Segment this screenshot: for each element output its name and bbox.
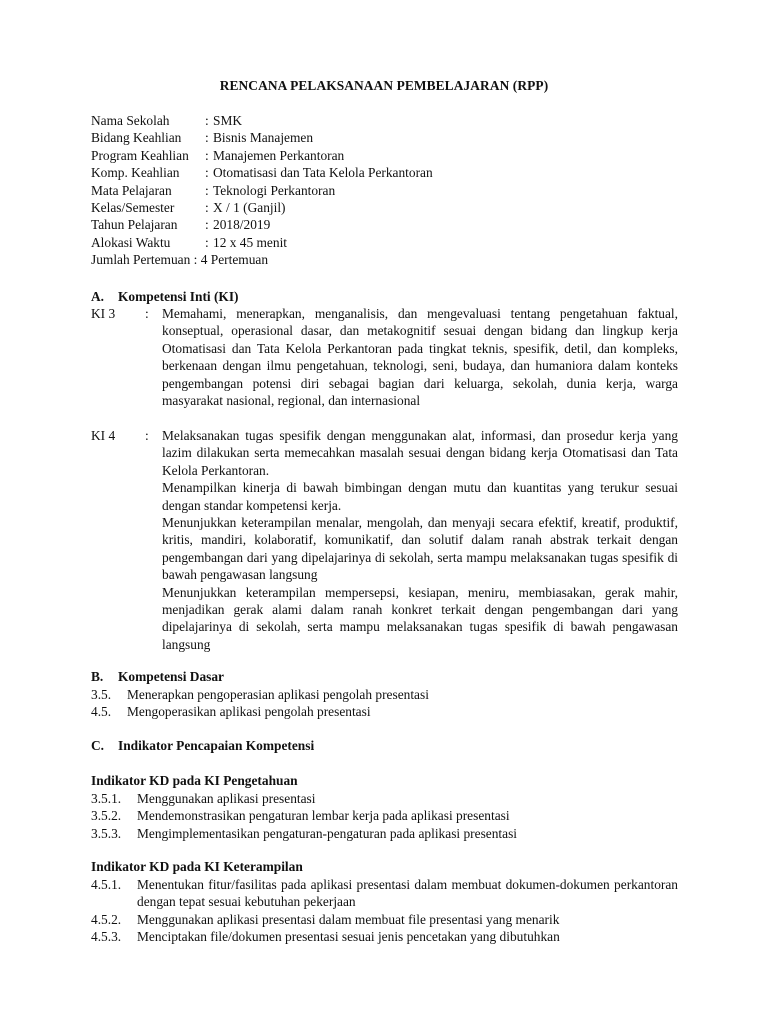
item-text: Menggunakan aplikasi presentasi [137, 791, 316, 806]
item-text: Menggunakan aplikasi presentasi dalam membuat file presentasi yang menarik [137, 911, 560, 927]
item-number: 3.5.1. [91, 791, 122, 806]
identity-value: X / 1 (Ganjil) [213, 199, 286, 215]
ki-code: KI 4 [91, 428, 116, 443]
section-letter: C. [91, 738, 105, 753]
ki3-block [91, 305, 678, 409]
identity-row [91, 251, 691, 268]
identity-colon: : [205, 234, 209, 250]
item-text: Mengoperasikan aplikasi pengolah presentasi [127, 704, 371, 720]
identity-value: 2018/2019 [213, 217, 271, 233]
section-letter: A. [91, 289, 105, 304]
identity-row [91, 129, 691, 146]
identity-colon: : [205, 113, 209, 128]
list-item [91, 807, 678, 824]
item-text: Mengimplementasikan pengaturan-pengaturan pada aplikasi presentasi [137, 825, 518, 841]
ki-colon: : [145, 428, 149, 443]
identity-colon: : [205, 199, 209, 215]
identity-label: Kelas/Semester [91, 199, 175, 215]
identity-row [91, 182, 691, 199]
identity-value: Manajemen Perkantoran [213, 147, 345, 163]
subheading-indikator-keterampilan: Indikator KD pada KI Keterampilan [91, 859, 303, 874]
item-text: Menciptakan file/dokumen presentasi sesuai jenis pencetakan yang dibutuhkan [137, 929, 560, 945]
identity-row [91, 164, 691, 181]
section-heading-kompetensi-inti [91, 288, 239, 305]
item-number: 4.5.1. [91, 877, 122, 892]
identity-colon: : [205, 217, 209, 233]
kompetensi-dasar-list [91, 686, 678, 721]
item-number: 3.5. [91, 687, 112, 702]
identity-row [91, 199, 691, 216]
document-title: RENCANA PELAKSANAAN PEMBELAJARAN (RPP) [219, 78, 549, 93]
list-item [91, 686, 678, 703]
item-text: Menentukan fitur/fasilitas pada aplikasi presentasi dalam membuat dokumen-dokumen perkantoran dengan tepat sesuai kebutuhan pekerjaan [137, 877, 678, 910]
identity-label: Mata Pelajaran [91, 182, 172, 198]
ki3-text: Memahami, menerapkan, menganalisis, dan mengevaluasi tentang pengetahuan faktual, konseptual, operasional dasar, dan metakognitif sesuai dengan bidang dan lingkup kerja Otomatisasi dan Tata Kelola Perkantoran pada tingkat teknis, spesifik, detil, dan kompleks, berkenaan dengan ilmu pengetahuan, teknologi, seni, budaya, dan humaniora dalam konteks pengembangan potensi diri sebagai bagian dari keluarga, sekolah, dunia kerja, warga masyarakat nasional, regional, dan internasional [162, 306, 678, 409]
identity-table [91, 112, 691, 269]
ki4-block [91, 427, 678, 653]
identity-value: Teknologi Perkantoran [213, 182, 336, 198]
section-title: Indikator Pencapaian Kompetensi [118, 738, 315, 753]
identity-row [91, 216, 691, 233]
item-number: 4.5. [91, 704, 112, 720]
item-number: 3.5.3. [91, 825, 122, 841]
ki4-paragraph: Melaksanakan tugas spesifik dengan menggunakan alat, informasi, dan prosedur kerja yang lazim dilakukan serta memecahkan masalah sesuai dengan bidang kerja Otomatisasi dan Tata Kelola Perkantoran. [162, 428, 678, 478]
identity-colon: : [205, 130, 209, 146]
section-heading-kompetensi-dasar [91, 668, 224, 685]
ki-code: KI 3 [91, 306, 116, 321]
identity-row [91, 234, 691, 251]
identity-colon: : [193, 252, 198, 268]
identity-label: Jumlah Pertemuan [91, 252, 191, 268]
ki4-text [162, 427, 678, 653]
list-item [91, 703, 678, 720]
identity-value: 4 Pertemuan [200, 252, 269, 268]
identity-colon: : [205, 147, 209, 163]
ki4-paragraph: Menunjukkan keterampilan mempersepsi, kesiapan, meniru, membiasakan, gerak mahir, menjadikan gerak alami dalam ranah konkret terkait dengan pengembangan dari yang dipelajarinya di sekolah, serta mampu melaksanakan tugas spesifik di bawah pengawasan langsung [162, 584, 678, 652]
indikator-keterampilan-list [91, 876, 678, 946]
identity-colon: : [205, 165, 209, 181]
identity-label: Komp. Keahlian [91, 165, 180, 181]
identity-label: Program Keahlian [91, 147, 189, 163]
section-letter: B. [91, 669, 104, 684]
identity-row [91, 147, 691, 164]
ki4-paragraph: Menampilkan kinerja di bawah bimbingan dengan mutu dan kuantitas yang terukur sesuai dengan standar kompetensi kerja. [162, 480, 678, 513]
item-number: 3.5.2. [91, 808, 122, 824]
list-item [91, 825, 678, 842]
identity-value: 12 x 45 menit [213, 234, 288, 250]
identity-value: Bisnis Manajemen [213, 130, 314, 146]
item-text: Menerapkan pengoperasian aplikasi pengolah presentasi [127, 687, 429, 702]
list-item [91, 876, 678, 911]
ki-colon: : [145, 306, 149, 321]
item-text: Mendemonstrasikan pengaturan lembar kerja pada aplikasi presentasi [137, 808, 510, 824]
section-title: Kompetensi Dasar [118, 669, 225, 684]
identity-colon: : [205, 182, 209, 198]
subheading-indikator-pengetahuan: Indikator KD pada KI Pengetahuan [91, 773, 298, 788]
section-heading-indikator [91, 737, 314, 754]
item-number: 4.5.2. [91, 911, 122, 927]
list-item [91, 790, 678, 807]
identity-label: Tahun Pelajaran [91, 217, 178, 233]
identity-value: SMK [213, 113, 243, 128]
identity-label: Alokasi Waktu [91, 234, 171, 250]
list-item [91, 928, 678, 945]
identity-row [91, 112, 691, 129]
identity-label: Nama Sekolah [91, 113, 170, 128]
item-number: 4.5.3. [91, 929, 122, 945]
section-title: Kompetensi Inti (KI) [118, 289, 239, 304]
indikator-pengetahuan-list [91, 790, 678, 842]
ki4-paragraph: Menunjukkan keterampilan menalar, mengolah, dan menyaji secara efektif, kreatif, produktif, kritis, mandiri, kolaboratif, komunikatif, dan solutif dalam ranah abstrak terkait dengan pengembangan dari yang dipelajarinya di sekolah, serta mampu melaksanakan tugas spesifik di bawah pengawasan langsung [162, 515, 678, 583]
identity-value: Otomatisasi dan Tata Kelola Perkantoran [213, 165, 433, 181]
identity-label: Bidang Keahlian [91, 130, 182, 146]
list-item [91, 911, 678, 928]
